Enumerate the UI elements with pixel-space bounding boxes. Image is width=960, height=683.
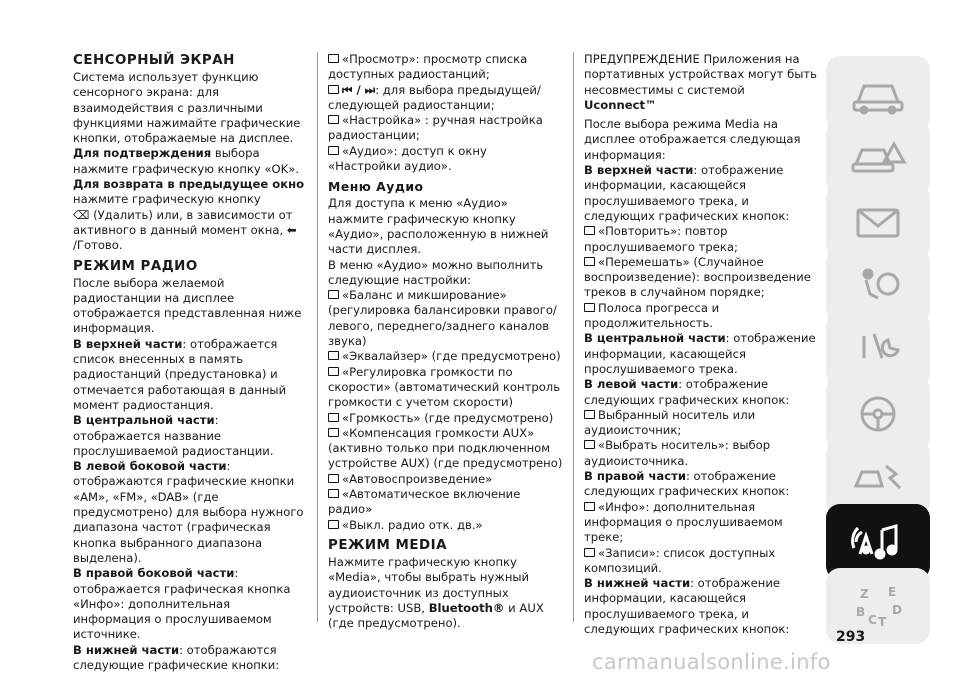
skip-track-icon: ⏮ / ⏭ [342, 82, 376, 97]
list-item: «Настройка» : ручная настройка радиостанции; [328, 113, 543, 143]
column-divider [317, 52, 318, 622]
warning-paragraph: ПРЕДУПРЕЖДЕНИЕ Приложения на портативных устройствах могут быть несовместимы с системой Uconnect™ [584, 52, 818, 112]
delete-icon: ⌫ [73, 207, 90, 222]
car-warning-icon [848, 136, 908, 180]
checkbox-bullet-icon [584, 410, 595, 419]
index-letter: Z [860, 587, 869, 601]
car-dashboard-icon [848, 72, 908, 116]
airbag-icon [848, 264, 908, 308]
index-letter: E [888, 585, 897, 599]
list-item: «Автовоспроизведение» [328, 472, 563, 487]
paragraph: В центральной части: отображение информации, касающейся прослушиваемого трека. [584, 331, 816, 376]
paragraph: Для возврата в предыдущее окно нажмите графическую кнопку ⌫ (Удалить) или, в зависимости от активного в данный момент окна, ⬅ /Готово. [73, 177, 305, 253]
list-item: «Записи»: список доступных композиций. [584, 545, 776, 575]
list-item: Выбранный носитель или аудиоисточник; [584, 407, 756, 438]
checkbox-bullet-icon [328, 367, 339, 376]
paragraph: В левой части: отображение следующих графических кнопок: [584, 377, 790, 407]
checkbox-bullet-icon [328, 54, 339, 63]
checkbox-bullet-icon [328, 474, 339, 483]
paragraph: В левой боковой части: отображаются графические кнопки «AM», «FM», «DAB» (где предусмотрено) для выбора нужного диапазона частот (графическая кнопка выбранного диапазона выделена). [73, 459, 304, 565]
paragraph: В нижней части: отображение информации, касающейся прослушиваемого трека, и следующих графических кнопок: [584, 576, 790, 636]
list-item: ⏮ / ⏭: для выбора предыдущей/следующей радиостанции; [328, 82, 541, 112]
checkbox-bullet-icon [328, 520, 339, 529]
index-letter: B [856, 605, 866, 619]
list-item: Полоса прогресса и продолжительность. [584, 300, 720, 331]
list-item: «Громкость» (где предусмотрено) [328, 411, 563, 426]
watermark: carmanualsonline.info [592, 650, 831, 674]
paragraph: Для подтверждения выбора нажмите графическую кнопку «OK». [73, 146, 300, 176]
section-heading-radio: РЕЖИМ РАДИО [73, 258, 198, 274]
paragraph: Система использует функцию сенсорного экрана: для взаимодействия с различными функциями нажимайте графические кнопки, отображаемые на дисплее. [73, 70, 301, 146]
column-2 [328, 52, 563, 631]
list-item: «Эквалайзер» (где предусмотрено) [328, 349, 563, 364]
list-item: «Компенсация громкости AUX» (активно только при подключенном устройстве AUX) (где предусмотрено) [328, 425, 563, 471]
wrench-icon [848, 328, 908, 372]
checkbox-bullet-icon [328, 146, 339, 155]
checkbox-bullet-icon [328, 290, 339, 299]
list-item: «Перемешать» (Случайное воспроизведение): воспроизведение треков в случайном порядке; [584, 254, 811, 300]
paragraph: В верхней части: отображается список внесенных в память радиостанций (предустановка) и отмечается работающая в данный момент радиостанция. [73, 336, 287, 412]
column-3 [584, 52, 819, 637]
paragraph: В правой боковой части: отображается графическая кнопка «Инфо»: дополнительная информация о прослушиваемом источнике. [73, 566, 291, 642]
paragraph: В центральной части: отображается название прослушиваемой радиостанции. [73, 413, 274, 458]
paragraph: После выбора режима Media на дисплее отображается следующая информация: [584, 117, 801, 162]
list-item: «Аудио»: доступ к окну «Настройки аудио». [328, 143, 487, 174]
index-letter: D [892, 603, 902, 617]
list-item: «Баланс и микширование» (регулировка балансировки правого/левого, переднего/заднего каналов звука) [328, 288, 557, 349]
list-item: «Просмотр»: просмотр списка доступных радиостанций; [328, 52, 528, 82]
paragraph: В правой части: отображение следующих графических кнопок: [584, 469, 790, 499]
list-item: «Регулировка громкости по скорости» (автоматический контроль громкости с учетом скорости) [328, 364, 561, 410]
paragraph: Нажмите графическую кнопку «Media», чтобы выбрать нужный аудиоисточник из доступных устройств: USB, Bluetooth® и AUX (где предусмотрено). [328, 554, 544, 631]
checkbox-bullet-icon [584, 226, 595, 235]
list-item: «Выкл. радио отк. дв.» [328, 518, 563, 533]
checkbox-bullet-icon [328, 428, 339, 437]
checkbox-bullet-icon [584, 440, 595, 449]
index-letter: T [878, 615, 887, 628]
paragraph: В меню «Аудио» можно выполнить следующие настройки: [328, 257, 544, 287]
column-1 [73, 52, 308, 673]
multimedia-icon [848, 520, 908, 564]
section-heading-media: РЕЖИМ MEDIA [328, 537, 447, 553]
alphabetical-index-icon [848, 584, 908, 628]
checkbox-bullet-icon [328, 351, 339, 360]
list-item: «Инфо»: дополнительная информация о прослушиваемом треке; [584, 499, 783, 545]
checkbox-bullet-icon [584, 303, 595, 312]
paragraph: Для доступа к меню «Аудио» нажмите графическую кнопку «Аудио», расположенную в нижней части дисплея. [328, 196, 549, 257]
index-letter: C [868, 613, 877, 627]
checkbox-bullet-icon [584, 548, 595, 557]
car-crash-icon [848, 456, 908, 500]
checkbox-bullet-icon [328, 115, 339, 124]
checkbox-bullet-icon [328, 413, 339, 422]
back-arrow-icon: ⬅ [286, 222, 297, 237]
steering-wheel-icon [848, 392, 908, 436]
list-item: «Выбрать носитель»: выбор аудиоисточника. [584, 438, 771, 468]
checkbox-bullet-icon [584, 502, 595, 511]
column-divider [573, 52, 574, 622]
section-heading-audio-menu: Меню Аудио [328, 179, 424, 195]
page-number: 293 [836, 629, 866, 645]
checkbox-bullet-icon [328, 489, 339, 498]
list-item: «Автоматическое включение радио» [328, 487, 521, 517]
paragraph: После выбора желаемой радиостанции на дисплее отображается представленная ниже информация. [73, 275, 302, 336]
checkbox-bullet-icon [584, 257, 595, 266]
checkbox-bullet-icon [328, 85, 339, 94]
section-heading-touchscreen: СЕНСОРНЫЙ ЭКРАН [73, 53, 235, 68]
envelope-icon [848, 200, 908, 244]
list-item: «Повторить»: повтор прослушиваемого трека; [584, 224, 738, 254]
paragraph: В верхней части: отображение информации, касающейся прослушиваемого трека, и следующих графических кнопок: [584, 163, 790, 223]
paragraph: В нижней части: отображаются следующие графические кнопки: [73, 642, 280, 672]
